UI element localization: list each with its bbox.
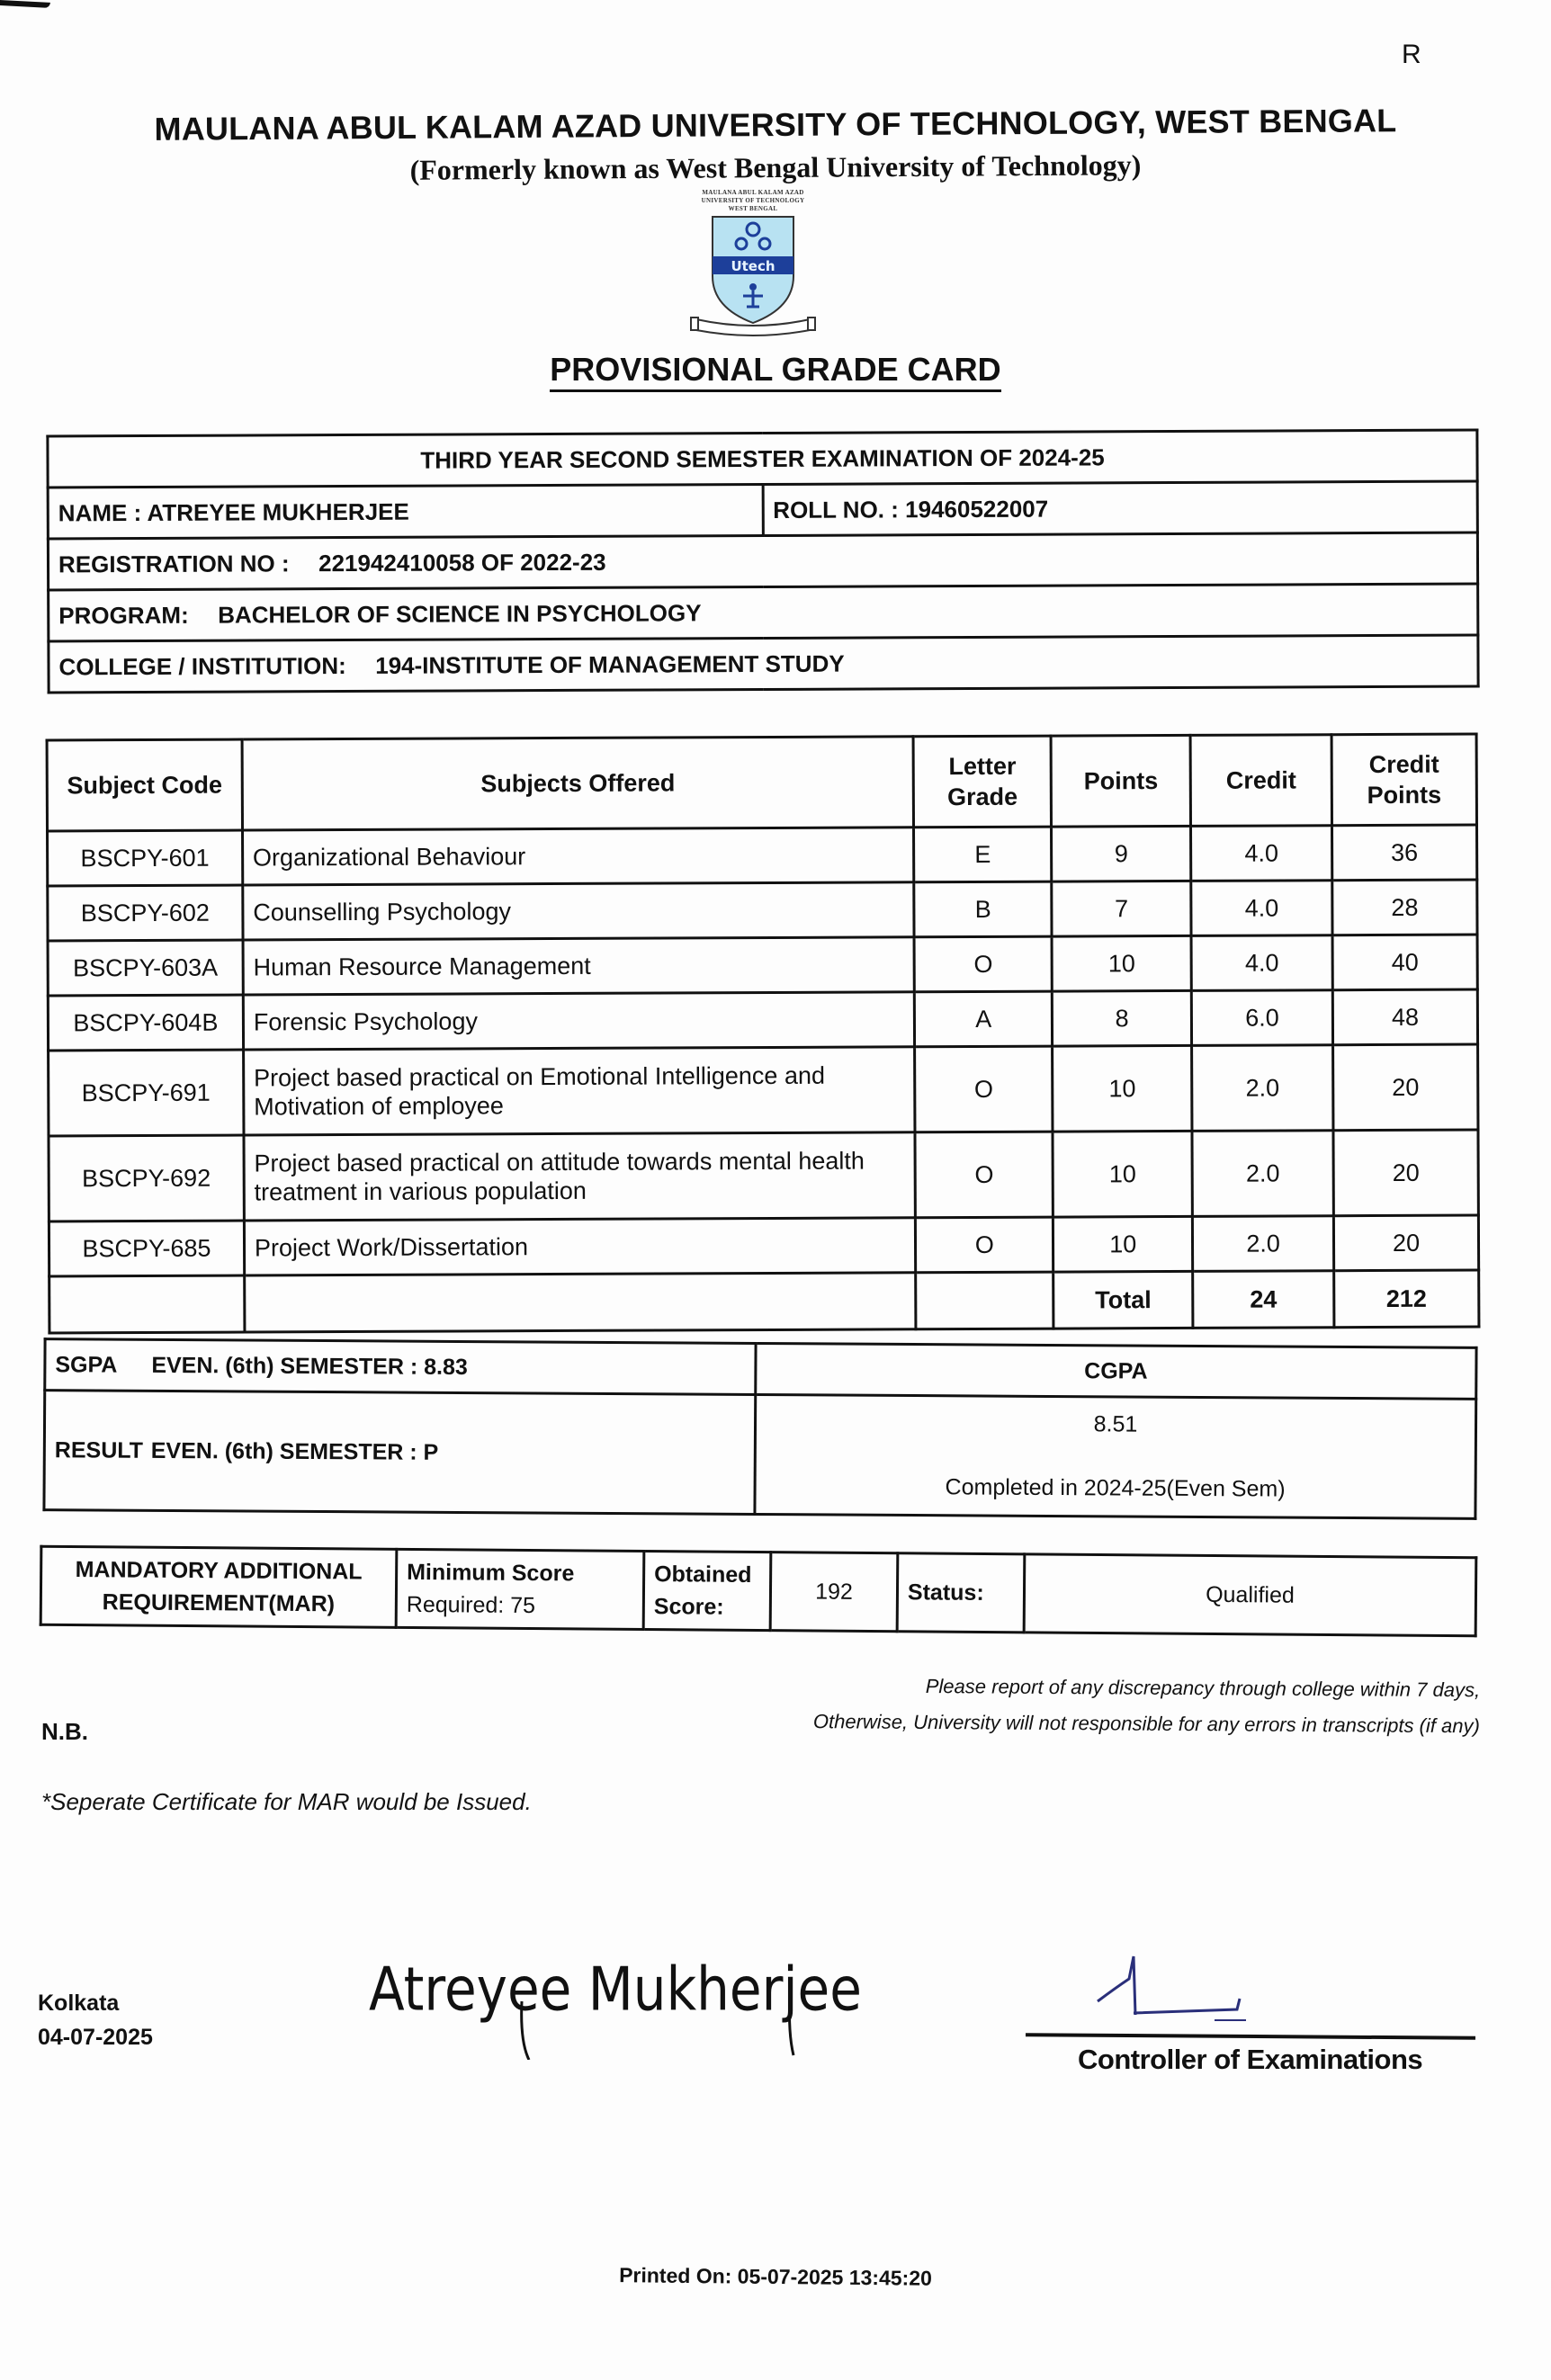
grade-points: 10 xyxy=(1052,935,1191,991)
subject-name: Forensic Psychology xyxy=(243,992,915,1050)
student-signature-text: Atreyee Mukherjee xyxy=(369,1954,862,2025)
credit-points: 40 xyxy=(1332,935,1477,990)
subject-code: BSCPY-692 xyxy=(49,1135,244,1221)
subject-code: BSCPY-602 xyxy=(48,885,243,941)
roll-label: ROLL NO. : xyxy=(773,495,899,523)
roll-no-cell xyxy=(763,481,1478,535)
student-name-cell xyxy=(48,485,763,539)
grade-row xyxy=(49,1130,1478,1221)
registration-no: 221942410058 OF 2022-23 xyxy=(318,548,606,577)
name-label: NAME : xyxy=(58,498,142,526)
place-and-date xyxy=(38,1986,153,2054)
subject-code: BSCPY-691 xyxy=(49,1050,244,1136)
discrepancy-disclaimer: Please report of any discrepancy through college within 7 days, Otherwise, University will not responsible for any errors in transcripts (if any) xyxy=(812,1674,1481,1738)
credit: 6.0 xyxy=(1191,990,1332,1046)
total-empty-cell xyxy=(49,1275,245,1333)
subject-name: Organizational Behaviour xyxy=(242,828,914,885)
credit-points: 48 xyxy=(1332,989,1477,1045)
grade-row xyxy=(48,880,1477,941)
header-subject-code: Subject Code xyxy=(47,739,242,831)
student-info-table xyxy=(46,429,1479,694)
college-cell xyxy=(49,635,1478,693)
credit: 2.0 xyxy=(1192,1045,1333,1132)
controller-of-examinations-label: Controller of Examinations xyxy=(1078,2044,1423,2075)
mar-obtained-label: Obtained Score: xyxy=(643,1552,771,1631)
letter-grade: O xyxy=(915,1132,1053,1218)
registration-cell xyxy=(48,532,1477,590)
letter-grade: E xyxy=(914,827,1052,882)
header-points: Points xyxy=(1051,735,1190,827)
subject-name: Human Resource Management xyxy=(243,937,915,995)
sgpa-cell xyxy=(45,1339,756,1395)
registration-label: REGISTRATION NO : xyxy=(58,549,290,577)
credit: 4.0 xyxy=(1191,826,1332,881)
subject-name: Project Work/Dissertation xyxy=(244,1218,916,1275)
grade-row xyxy=(49,1215,1478,1276)
result-label: RESULT xyxy=(54,1436,144,1463)
grade-points: 10 xyxy=(1053,1131,1192,1217)
letter-grade: O xyxy=(914,936,1052,992)
header-credit: Credit xyxy=(1190,735,1331,827)
examination-title: THIRD YEAR SECOND SEMESTER EXAMINATION OF 2024-25 xyxy=(48,430,1477,488)
gpa-result-table xyxy=(42,1338,1477,1520)
grade-row xyxy=(48,989,1477,1051)
grades-table xyxy=(46,733,1481,1335)
credit-points: 20 xyxy=(1333,1044,1478,1131)
credit-points: 28 xyxy=(1332,880,1477,935)
sgpa-label: SGPA xyxy=(55,1351,118,1378)
university-name: MAULANA ABUL KALAM AZAD UNIVERSITY OF TECHNOLOGY, WEST BENGAL xyxy=(154,102,1397,148)
result-cell xyxy=(44,1391,756,1515)
scan-corner-mark xyxy=(0,0,50,8)
place: Kolkata xyxy=(38,1991,120,2016)
letter-grade: B xyxy=(914,881,1052,937)
header-subjects-offered: Subjects Offered xyxy=(242,737,914,830)
college-label: COLLEGE / INSTITUTION: xyxy=(58,651,346,680)
grade-row xyxy=(48,825,1477,886)
letter-grade: O xyxy=(916,1217,1053,1273)
letter-grade: O xyxy=(915,1046,1053,1132)
total-credit-points: 212 xyxy=(1334,1270,1479,1328)
subject-code: BSCPY-685 xyxy=(49,1221,244,1276)
logo-caption-3: WEST BENGAL xyxy=(728,205,778,212)
grade-points: 10 xyxy=(1053,1216,1193,1272)
mar-status-value: Qualified xyxy=(1024,1554,1476,1636)
total-empty-cell xyxy=(245,1273,917,1332)
cgpa-value: 8.51 xyxy=(1093,1411,1138,1437)
header-credit-points: Credit Points xyxy=(1331,734,1476,826)
program-cell xyxy=(49,584,1478,641)
subject-code: BSCPY-603A xyxy=(48,940,243,996)
printed-on-timestamp: Printed On: 05-07-2025 13:45:20 xyxy=(619,2263,932,2290)
university-logo xyxy=(677,189,829,337)
letter-grade: A xyxy=(915,991,1053,1047)
grade-row xyxy=(49,1044,1478,1136)
credit: 4.0 xyxy=(1191,881,1332,936)
controller-signature xyxy=(1080,1952,1260,2024)
subject-name: Counselling Psychology xyxy=(243,882,915,940)
cgpa-value-cell xyxy=(755,1394,1476,1518)
document-title: PROVISIONAL GRADE CARD xyxy=(0,351,1551,389)
grades-total-row xyxy=(49,1270,1479,1333)
total-label: Total xyxy=(1053,1271,1193,1329)
roll-no: 19460522007 xyxy=(905,495,1049,523)
credit: 2.0 xyxy=(1192,1131,1333,1217)
grade-points: 7 xyxy=(1052,881,1191,936)
mar-table xyxy=(40,1545,1478,1638)
grade-points: 8 xyxy=(1053,990,1192,1046)
nb-label: N.B. xyxy=(41,1718,88,1745)
result-value: EVEN. (6th) SEMESTER : P xyxy=(150,1437,439,1465)
grade-points: 9 xyxy=(1052,826,1191,881)
total-credit: 24 xyxy=(1193,1271,1334,1329)
credit: 2.0 xyxy=(1193,1216,1334,1272)
subject-name: Project based practical on Emotional Intelligence and Motivation of employee xyxy=(243,1047,915,1135)
total-empty-cell xyxy=(916,1272,1053,1329)
sgpa-value: EVEN. (6th) SEMESTER : 8.83 xyxy=(151,1352,468,1380)
mar-obtained-score: 192 xyxy=(770,1552,898,1632)
utech-shield-icon xyxy=(677,213,829,337)
grade-points: 10 xyxy=(1053,1045,1192,1132)
issue-date: 04-07-2025 xyxy=(38,2025,153,2050)
logo-caption-1: MAULANA ABUL KALAM AZAD xyxy=(702,189,804,196)
credit-points: 20 xyxy=(1333,1130,1478,1216)
program-name: BACHELOR OF SCIENCE IN PSYCHOLOGY xyxy=(218,598,702,629)
college-name: 194-INSTITUTE OF MANAGEMENT STUDY xyxy=(375,649,845,679)
mar-title: MANDATORY ADDITIONAL REQUIREMENT(MAR) xyxy=(40,1546,397,1627)
subject-code: BSCPY-604B xyxy=(48,995,243,1051)
mar-status-label: Status: xyxy=(897,1553,1025,1633)
mar-certificate-note: *Seperate Certificate for MAR would be Issued. xyxy=(41,1788,532,1815)
student-signature xyxy=(360,1925,864,2060)
grade-row xyxy=(48,935,1477,996)
credit-points: 36 xyxy=(1332,825,1477,881)
credit-points: 20 xyxy=(1333,1215,1478,1271)
credit: 4.0 xyxy=(1191,935,1332,991)
mar-minimum-score: Minimum Score Required: 75 xyxy=(396,1549,644,1629)
logo-text: Utech xyxy=(731,258,776,274)
subject-name: Project based practical on attitude towards mental health treatment in various population xyxy=(244,1132,916,1221)
signature-line xyxy=(1026,2033,1475,2039)
header-letter-grade: Letter Grade xyxy=(913,736,1051,828)
cgpa-completion-note: Completed in 2024-25(Even Sem) xyxy=(945,1474,1286,1502)
student-name: ATREYEE MUKHERJEE xyxy=(147,497,409,526)
corner-letter-mark: R xyxy=(1402,40,1421,69)
logo-caption-2: UNIVERSITY OF TECHNOLOGY xyxy=(701,197,805,204)
program-label: PROGRAM: xyxy=(58,601,189,629)
cgpa-label: CGPA xyxy=(756,1343,1476,1399)
grades-header-row xyxy=(47,734,1476,831)
subject-code: BSCPY-601 xyxy=(48,830,243,886)
university-former-name: (Formerly known as West Bengal University of Technology) xyxy=(409,148,1142,186)
